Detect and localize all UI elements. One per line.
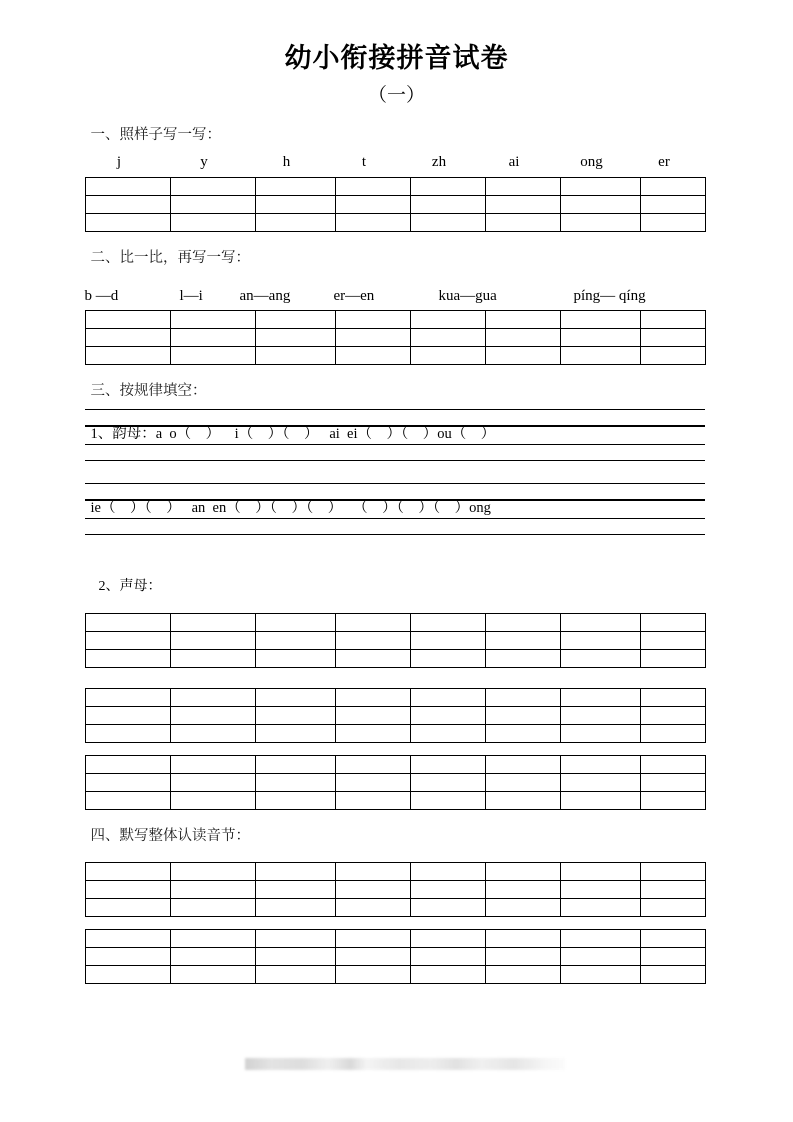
grid-cell[interactable] bbox=[410, 632, 485, 650]
letter-cell: y bbox=[200, 153, 208, 170]
grid-cell[interactable] bbox=[335, 311, 410, 329]
grid-cell[interactable] bbox=[85, 614, 170, 632]
grid-cell[interactable] bbox=[335, 756, 410, 774]
table-row[interactable] bbox=[85, 347, 705, 365]
grid-cell[interactable] bbox=[560, 614, 640, 632]
grid-cell[interactable] bbox=[255, 930, 335, 948]
grid-cell[interactable] bbox=[640, 774, 705, 792]
grid-cell[interactable] bbox=[255, 774, 335, 792]
table-row[interactable] bbox=[85, 707, 705, 725]
stave-rule-top bbox=[85, 409, 705, 410]
grid-cell[interactable] bbox=[255, 311, 335, 329]
grid-cell[interactable] bbox=[85, 177, 170, 195]
grid-cell[interactable] bbox=[85, 650, 170, 668]
grid-cell[interactable] bbox=[335, 899, 410, 917]
grid-cell[interactable] bbox=[485, 311, 560, 329]
grid-cell[interactable] bbox=[560, 689, 640, 707]
table-row[interactable] bbox=[85, 881, 705, 899]
table-row[interactable] bbox=[85, 329, 705, 347]
section-four-heading: 四、默写整体认读音节： bbox=[90, 828, 250, 845]
grid-cell[interactable] bbox=[170, 311, 255, 329]
letter-cell: ai bbox=[508, 153, 520, 170]
grid-cell[interactable] bbox=[85, 329, 170, 347]
table-row[interactable] bbox=[85, 863, 705, 881]
table-row[interactable] bbox=[85, 213, 705, 231]
stave-rule-bottom bbox=[85, 534, 705, 535]
grid-cell[interactable] bbox=[85, 725, 170, 743]
grid-cell[interactable] bbox=[560, 347, 640, 365]
grid-cell[interactable] bbox=[255, 725, 335, 743]
grid-cell[interactable] bbox=[560, 881, 640, 899]
grid-cell[interactable] bbox=[640, 213, 705, 231]
grid-cell[interactable] bbox=[410, 329, 485, 347]
table-row[interactable] bbox=[85, 792, 705, 810]
section-one-letter-row bbox=[77, 145, 717, 177]
grid-cell[interactable] bbox=[335, 707, 410, 725]
stave-rule-bottom bbox=[85, 460, 705, 461]
grid-cell[interactable] bbox=[560, 863, 640, 881]
grid-cell[interactable] bbox=[335, 347, 410, 365]
grid-cell[interactable] bbox=[335, 329, 410, 347]
grid-cell[interactable] bbox=[85, 195, 170, 213]
grid-cell[interactable] bbox=[170, 774, 255, 792]
grid-cell[interactable] bbox=[560, 756, 640, 774]
grid-cell[interactable] bbox=[640, 329, 705, 347]
grid-cell[interactable] bbox=[410, 966, 485, 984]
grid-cell[interactable] bbox=[170, 689, 255, 707]
grid-cell[interactable] bbox=[255, 195, 335, 213]
grid-cell[interactable] bbox=[170, 614, 255, 632]
grid-cell[interactable] bbox=[410, 725, 485, 743]
pinyin-stave-line-1[interactable] bbox=[85, 409, 705, 461]
grid-cell[interactable] bbox=[335, 650, 410, 668]
grid-cell[interactable] bbox=[170, 863, 255, 881]
shengmu-grid-2[interactable] bbox=[85, 688, 706, 743]
grid-cell[interactable] bbox=[170, 707, 255, 725]
grid-cell[interactable] bbox=[255, 632, 335, 650]
pair-item: kua—gua bbox=[438, 288, 497, 305]
grid-cell[interactable] bbox=[640, 966, 705, 984]
grid-cell[interactable] bbox=[255, 948, 335, 966]
grid-cell[interactable] bbox=[485, 329, 560, 347]
grid-cell[interactable] bbox=[410, 347, 485, 365]
table-row[interactable] bbox=[85, 899, 705, 917]
stave-rule-top bbox=[85, 483, 705, 484]
grid-cell[interactable] bbox=[85, 966, 170, 984]
grid-body bbox=[85, 930, 705, 984]
grid-cell[interactable] bbox=[485, 863, 560, 881]
grid-cell[interactable] bbox=[640, 863, 705, 881]
grid-cell[interactable] bbox=[560, 311, 640, 329]
footer-watermark bbox=[245, 1058, 565, 1070]
grid-cell[interactable] bbox=[485, 650, 560, 668]
grid-cell[interactable] bbox=[485, 195, 560, 213]
pair-item: l—i bbox=[179, 288, 203, 305]
exam-content bbox=[77, 107, 717, 985]
table-row[interactable] bbox=[85, 632, 705, 650]
grid-cell[interactable] bbox=[560, 899, 640, 917]
grid-cell[interactable] bbox=[485, 213, 560, 231]
grid-cell[interactable] bbox=[335, 632, 410, 650]
grid-cell[interactable] bbox=[410, 614, 485, 632]
grid-cell[interactable] bbox=[255, 650, 335, 668]
grid-cell[interactable] bbox=[170, 966, 255, 984]
grid-cell[interactable] bbox=[485, 899, 560, 917]
grid-cell[interactable] bbox=[170, 650, 255, 668]
grid-cell[interactable] bbox=[170, 177, 255, 195]
grid-cell[interactable] bbox=[255, 707, 335, 725]
table-row[interactable] bbox=[85, 195, 705, 213]
grid-cell[interactable] bbox=[560, 948, 640, 966]
grid-cell[interactable] bbox=[560, 195, 640, 213]
grid-cell[interactable] bbox=[85, 632, 170, 650]
grid-cell[interactable] bbox=[410, 689, 485, 707]
page-subtitle: （一） bbox=[367, 84, 425, 106]
section-four-grid-2[interactable] bbox=[85, 929, 706, 984]
pinyin-stave-line-2[interactable] bbox=[85, 483, 705, 535]
grid-cell[interactable] bbox=[335, 213, 410, 231]
grid-cell[interactable] bbox=[560, 632, 640, 650]
grid-cell[interactable] bbox=[640, 614, 705, 632]
grid-body bbox=[85, 177, 705, 231]
grid-cell[interactable] bbox=[85, 756, 170, 774]
letter-cell: t bbox=[361, 153, 367, 170]
grid-cell[interactable] bbox=[640, 881, 705, 899]
grid-cell[interactable] bbox=[255, 213, 335, 231]
grid-cell[interactable] bbox=[85, 948, 170, 966]
grid-cell[interactable] bbox=[85, 213, 170, 231]
section-two-pair-row bbox=[77, 284, 717, 310]
grid-body bbox=[85, 863, 705, 917]
grid-cell[interactable] bbox=[410, 213, 485, 231]
grid-cell[interactable] bbox=[485, 614, 560, 632]
grid-cell[interactable] bbox=[485, 347, 560, 365]
section-two-writing-grid[interactable] bbox=[85, 310, 706, 365]
grid-body bbox=[85, 311, 705, 365]
grid-cell[interactable] bbox=[640, 756, 705, 774]
grid-cell[interactable] bbox=[255, 329, 335, 347]
grid-cell[interactable] bbox=[410, 177, 485, 195]
grid-cell[interactable] bbox=[255, 614, 335, 632]
grid-cell[interactable] bbox=[85, 863, 170, 881]
grid-cell[interactable] bbox=[335, 689, 410, 707]
table-row[interactable] bbox=[85, 689, 705, 707]
grid-cell[interactable] bbox=[640, 689, 705, 707]
grid-cell[interactable] bbox=[640, 177, 705, 195]
grid-cell[interactable] bbox=[85, 774, 170, 792]
grid-cell[interactable] bbox=[560, 792, 640, 810]
pair-item: an—ang bbox=[239, 288, 291, 305]
section-two-heading: 二、比一比，再写一写： bbox=[90, 249, 250, 266]
grid-cell[interactable] bbox=[170, 725, 255, 743]
grid-cell[interactable] bbox=[485, 725, 560, 743]
grid-cell[interactable] bbox=[485, 966, 560, 984]
grid-cell[interactable] bbox=[560, 707, 640, 725]
table-row[interactable] bbox=[85, 930, 705, 948]
grid-cell[interactable] bbox=[560, 966, 640, 984]
grid-cell[interactable] bbox=[170, 195, 255, 213]
table-row[interactable] bbox=[85, 966, 705, 984]
grid-cell[interactable] bbox=[85, 347, 170, 365]
letter-cell: zh bbox=[431, 153, 447, 170]
table-row[interactable] bbox=[85, 650, 705, 668]
grid-cell[interactable] bbox=[410, 650, 485, 668]
grid-cell[interactable] bbox=[85, 930, 170, 948]
grid-cell[interactable] bbox=[255, 966, 335, 984]
grid-cell[interactable] bbox=[170, 756, 255, 774]
grid-cell[interactable] bbox=[85, 689, 170, 707]
grid-cell[interactable] bbox=[640, 948, 705, 966]
grid-cell[interactable] bbox=[335, 881, 410, 899]
grid-cell[interactable] bbox=[410, 756, 485, 774]
grid-cell[interactable] bbox=[560, 930, 640, 948]
grid-cell[interactable] bbox=[410, 792, 485, 810]
table-row[interactable] bbox=[85, 614, 705, 632]
grid-cell[interactable] bbox=[335, 614, 410, 632]
page-title: 幼小衔接拼音试卷 bbox=[284, 43, 509, 74]
grid-cell[interactable] bbox=[485, 689, 560, 707]
grid-cell[interactable] bbox=[335, 792, 410, 810]
grid-cell[interactable] bbox=[335, 948, 410, 966]
grid-cell[interactable] bbox=[335, 177, 410, 195]
section-four-grid-1[interactable] bbox=[85, 862, 706, 917]
grid-cell[interactable] bbox=[255, 347, 335, 365]
grid-cell[interactable] bbox=[560, 329, 640, 347]
grid-cell[interactable] bbox=[640, 707, 705, 725]
grid-cell[interactable] bbox=[85, 899, 170, 917]
shengmu-grid-1[interactable] bbox=[85, 613, 706, 668]
grid-cell[interactable] bbox=[485, 707, 560, 725]
grid-cell[interactable] bbox=[85, 881, 170, 899]
grid-cell[interactable] bbox=[485, 881, 560, 899]
grid-cell[interactable] bbox=[170, 329, 255, 347]
pinyin-fill-blank-line-2: ie（ ）（ ） an en（ ）（ ）（ ） （ ）（ ）（ ）ong bbox=[90, 500, 491, 517]
grid-cell[interactable] bbox=[255, 899, 335, 917]
section-one-writing-grid[interactable] bbox=[85, 177, 706, 232]
grid-cell[interactable] bbox=[485, 632, 560, 650]
grid-cell[interactable] bbox=[255, 689, 335, 707]
grid-cell[interactable] bbox=[335, 725, 410, 743]
grid-cell[interactable] bbox=[335, 863, 410, 881]
table-row[interactable] bbox=[85, 725, 705, 743]
grid-cell[interactable] bbox=[640, 650, 705, 668]
grid-cell[interactable] bbox=[640, 725, 705, 743]
table-row[interactable] bbox=[85, 311, 705, 329]
grid-cell[interactable] bbox=[170, 881, 255, 899]
grid-body bbox=[85, 689, 705, 743]
grid-cell[interactable] bbox=[255, 177, 335, 195]
grid-cell[interactable] bbox=[560, 213, 640, 231]
letter-cell: ong bbox=[580, 153, 603, 170]
letter-cell: h bbox=[282, 153, 291, 170]
grid-cell[interactable] bbox=[640, 899, 705, 917]
grid-cell[interactable] bbox=[170, 948, 255, 966]
grid-cell[interactable] bbox=[85, 707, 170, 725]
grid-cell[interactable] bbox=[560, 725, 640, 743]
grid-cell[interactable] bbox=[410, 311, 485, 329]
grid-cell[interactable] bbox=[170, 899, 255, 917]
grid-cell[interactable] bbox=[410, 899, 485, 917]
pair-item: b —d bbox=[84, 288, 119, 305]
grid-cell[interactable] bbox=[485, 792, 560, 810]
grid-cell[interactable] bbox=[560, 177, 640, 195]
shengmu-grid-3[interactable] bbox=[85, 755, 706, 810]
grid-body bbox=[85, 614, 705, 668]
table-row[interactable] bbox=[85, 177, 705, 195]
grid-body bbox=[85, 756, 705, 810]
section-three-item2-heading: 2、声母： bbox=[98, 579, 162, 595]
grid-cell[interactable] bbox=[410, 930, 485, 948]
letter-cell: er bbox=[658, 153, 670, 170]
grid-cell[interactable] bbox=[485, 177, 560, 195]
grid-cell[interactable] bbox=[335, 966, 410, 984]
grid-cell[interactable] bbox=[410, 863, 485, 881]
grid-cell[interactable] bbox=[255, 881, 335, 899]
grid-cell[interactable] bbox=[640, 195, 705, 213]
grid-cell[interactable] bbox=[85, 792, 170, 810]
grid-cell[interactable] bbox=[560, 650, 640, 668]
grid-cell[interactable] bbox=[485, 930, 560, 948]
grid-cell[interactable] bbox=[485, 756, 560, 774]
grid-cell[interactable] bbox=[255, 863, 335, 881]
table-row[interactable] bbox=[85, 756, 705, 774]
grid-cell[interactable] bbox=[335, 195, 410, 213]
grid-cell[interactable] bbox=[410, 774, 485, 792]
section-three-heading: 三、按规律填空： bbox=[90, 383, 207, 400]
grid-cell[interactable] bbox=[410, 948, 485, 966]
grid-cell[interactable] bbox=[335, 930, 410, 948]
grid-cell[interactable] bbox=[170, 930, 255, 948]
grid-cell[interactable] bbox=[485, 948, 560, 966]
section-one-heading: 一、照样子写一写： bbox=[90, 126, 221, 143]
letter-cell: j bbox=[116, 153, 122, 170]
grid-cell[interactable] bbox=[640, 792, 705, 810]
grid-cell[interactable] bbox=[410, 881, 485, 899]
grid-cell[interactable] bbox=[410, 707, 485, 725]
pinyin-fill-blank-line-1: 1、韵母：a o（ ） i（ ）（ ） ai ei（ ）（ ）ou（ ） bbox=[90, 426, 496, 443]
table-row[interactable] bbox=[85, 948, 705, 966]
grid-cell[interactable] bbox=[170, 792, 255, 810]
grid-cell[interactable] bbox=[170, 632, 255, 650]
grid-cell[interactable] bbox=[560, 774, 640, 792]
table-row[interactable] bbox=[85, 774, 705, 792]
grid-cell[interactable] bbox=[170, 347, 255, 365]
grid-cell[interactable] bbox=[255, 756, 335, 774]
stave-rule-lower-mid bbox=[85, 518, 705, 519]
grid-cell[interactable] bbox=[640, 930, 705, 948]
pair-item: píng— qíng bbox=[573, 288, 646, 305]
grid-cell[interactable] bbox=[85, 311, 170, 329]
grid-cell[interactable] bbox=[640, 632, 705, 650]
grid-cell[interactable] bbox=[640, 311, 705, 329]
grid-cell[interactable] bbox=[170, 213, 255, 231]
grid-cell[interactable] bbox=[255, 792, 335, 810]
grid-cell[interactable] bbox=[640, 347, 705, 365]
grid-cell[interactable] bbox=[335, 774, 410, 792]
grid-cell[interactable] bbox=[410, 195, 485, 213]
stave-rule-lower-mid bbox=[85, 444, 705, 445]
grid-cell[interactable] bbox=[485, 774, 560, 792]
pair-item: er—en bbox=[333, 288, 375, 305]
